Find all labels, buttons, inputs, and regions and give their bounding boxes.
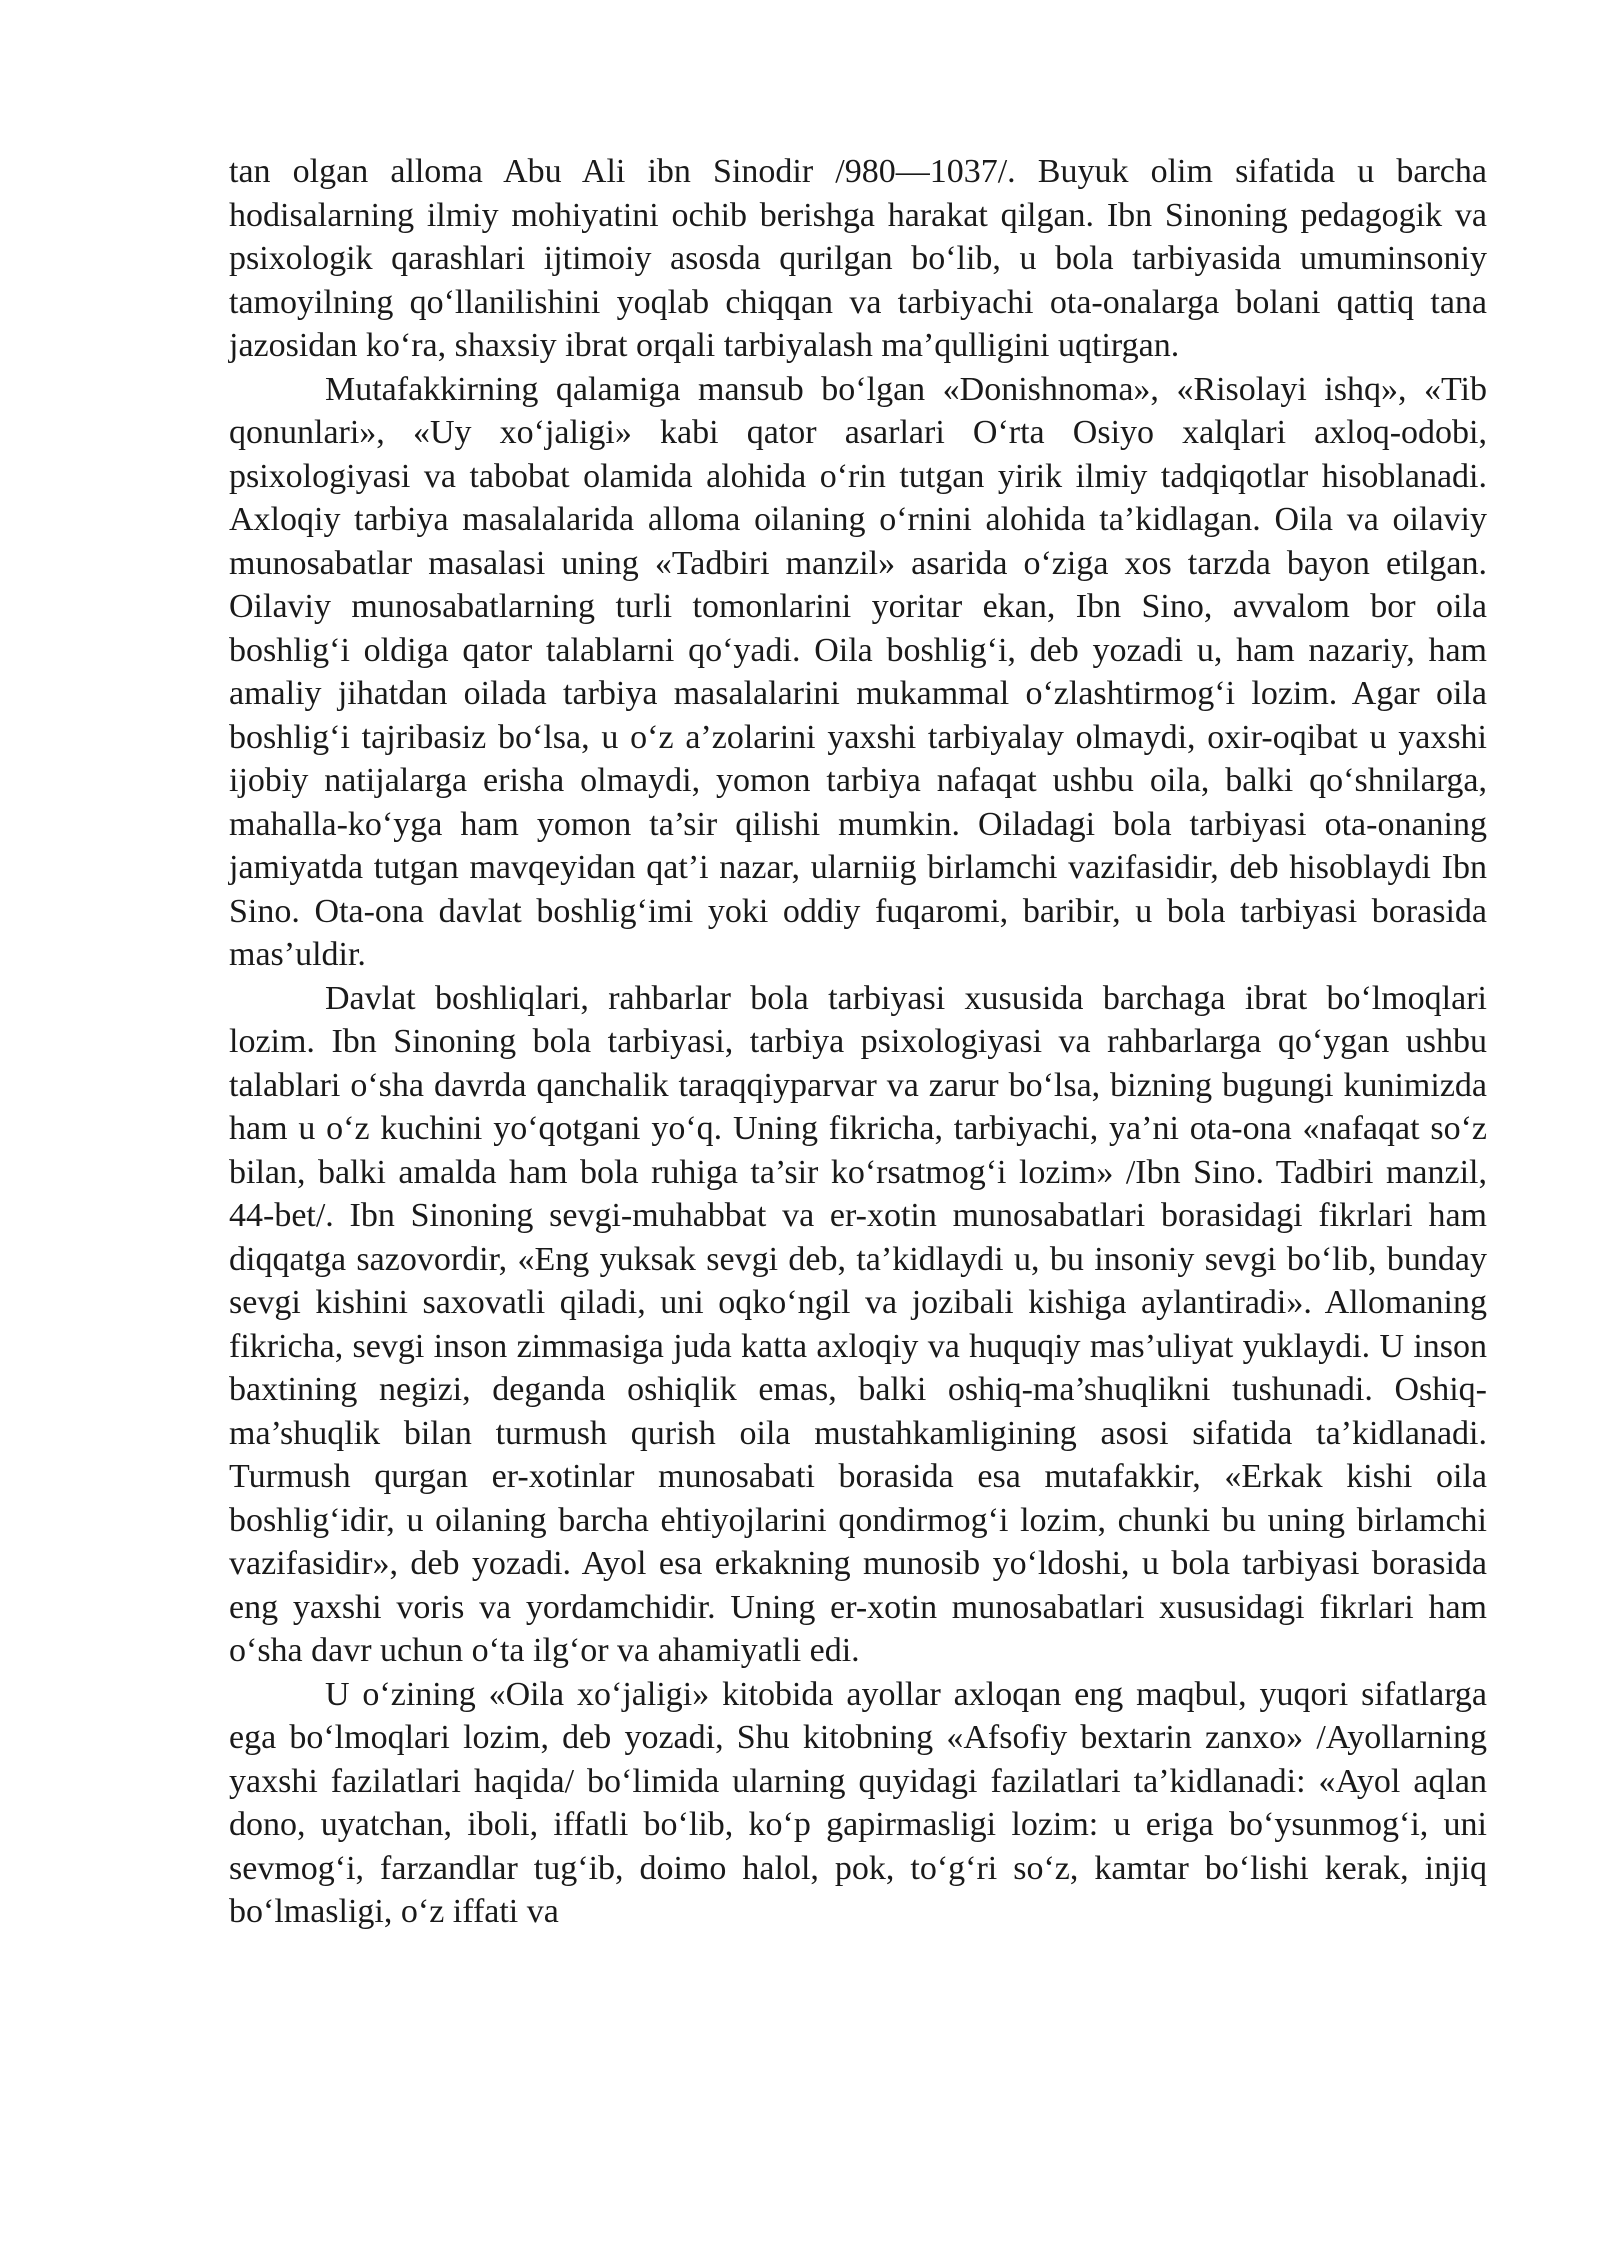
- paragraph-3: Davlat boshliqlari, rahbarlar bola tarbiyasi xususida barchaga ibrat bo‘lmoqlari lozim. Ibn Sinoning bola tarbiyasi, tarbiya psixologiyasi va rahbarlarga qo‘ygan ushbu talablari o‘sha davrda qanchalik taraqqiyparvar va zarur bo‘lsa, bizning bugungi kunimizda ham u o‘z kuchini yo‘qotgani yo‘q. Uning fikricha, tarbiyachi, ya’ni ota-ona «nafaqat so‘z bilan, balki amalda ham bola ruhiga ta’sir ko‘rsatmog‘i lozim» /Ibn Sino. Tadbiri manzil, 44-bet/. Ibn Sinoning sevgi-muhabbat va er-xotin munosabatlari borasidagi fikrlari ham diqqatga sazovordir, «Eng yuksak sevgi deb, ta’kidlaydi u, bu insoniy sevgi bo‘lib, bunday sevgi kishini saxovatli qiladi, uni oqko‘ngil va jozibali kishiga aylantiradi». Allomaning fikricha, sevgi inson zimmasiga juda katta axloqiy va huquqiy mas’uliyat yuklaydi. U inson baxtining negizi, deganda oshiqlik emas, balki oshiq-ma’shuqlikni tushunadi. Oshiq-ma’shuqlik bilan turmush qurish oila mustahkamligining asosi sifatida ta’kidlanadi. Turmush qurgan er-xotinlar munosabati borasida esa mutafakkir, «Erkak kishi oila boshlig‘idir, u oilaning barcha ehtiyojlarini qondirmog‘i lozim, chunki bu uning birlamchi vazifasidir», deb yozadi. Ayol esa erkakning munosib yo‘ldoshi, u bola tarbiyasi borasida eng yaxshi voris va yordamchidir. Uning er-xotin munosabatlari xususidagi fikrlari ham o‘sha davr uchun o‘ta ilg‘or va ahamiyatli edi.: [229, 979, 1487, 1669]
- paragraph-1: tan olgan alloma Abu Ali ibn Sinodir /980—1037/. Buyuk olim sifatida u barcha hodisalarning ilmiy mohiyatini ochib berishga harakat qilgan. Ibn Sinoning pedagogik va psixologik qarashlari ijtimoiy asosda qurilgan bo‘lib, u bola tarbiyasida umuminsoniy tamoyilning qo‘llanilishini yoqlab chiqqan va tarbiyachi ota-onalarga bolani qattiq tana jazosidan ko‘ra, shaxsiy ibrat orqali tarbiyalash ma’qulligini uqtirgan.: [229, 153, 1487, 364]
- paragraph-4: U o‘zining «Oila xo‘jaligi» kitobida ayollar axloqan eng maqbul, yuqori sifatlarga ega bo‘lmoqlari lozim, deb yozadi, Shu kitobning «Afsofiy bextarin zanxo» /Ayollarning yaxshi fazilatlari haqida/ bo‘limida ularning quyidagi fazilatlari ta’kidlanadi: «Ayol aqlan dono, uyatchan, iboli, iffatli bo‘lib, ko‘p gapirmasligi lozim: u eriga bo‘ysunmog‘i, uni sevmog‘i, farzandlar tug‘ib, doimo halol, pok, to‘g‘ri so‘z, kamtar bo‘lishi kerak, injiq bo‘lmasligi, o‘z iffati va: [229, 1675, 1487, 1930]
- document-page: [229, 150, 1487, 1934]
- paragraph-2: Mutafakkirning qalamiga mansub bo‘lgan «Donishnoma», «Risolayi ishq», «Tib qonunlari», «Uy xo‘jaligi» kabi qator asarlari O‘rta Osiyo xalqlari axloq-odobi, psixologiyasi va tabobat olamida alohida o‘rin tutgan yirik ilmiy tadqiqotlar hisoblanadi. Axloqiy tarbiya masalalarida alloma oilaning o‘rnini alohida ta’kidlagan. Oila va oilaviy munosabatlar masalasi uning «Tadbiri manzil» asarida o‘ziga xos tarzda bayon etilgan. Oilaviy munosabatlarning turli tomonlarini yoritar ekan, Ibn Sino, avvalom bor oila boshlig‘i oldiga qator talablarni qo‘yadi. Oila boshlig‘i, deb yozadi u, ham nazariy, ham amaliy jihatdan oilada tarbiya masalalarini mukammal o‘zlashtirmog‘i lozim. Agar oila boshlig‘i tajribasiz bo‘lsa, u o‘z a’zolarini yaxshi tarbiyalay olmaydi, oxir-oqibat u yaxshi ijobiy natijalarga erisha olmaydi, yomon tarbiya nafaqat ushbu oila, balki qo‘shnilarga, mahalla-ko‘yga ham yomon ta’sir qilishi mumkin. Oiladagi bola tarbiyasi ota-onaning jamiyatda tutgan mavqeyidan qat’i nazar, ularniig birlamchi vazifasidir, deb hisoblaydi Ibn Sino. Ota-ona davlat boshlig‘imi yoki oddiy fuqaromi, baribir, u bola tarbiyasi borasida mas’uldir.: [229, 370, 1487, 973]
